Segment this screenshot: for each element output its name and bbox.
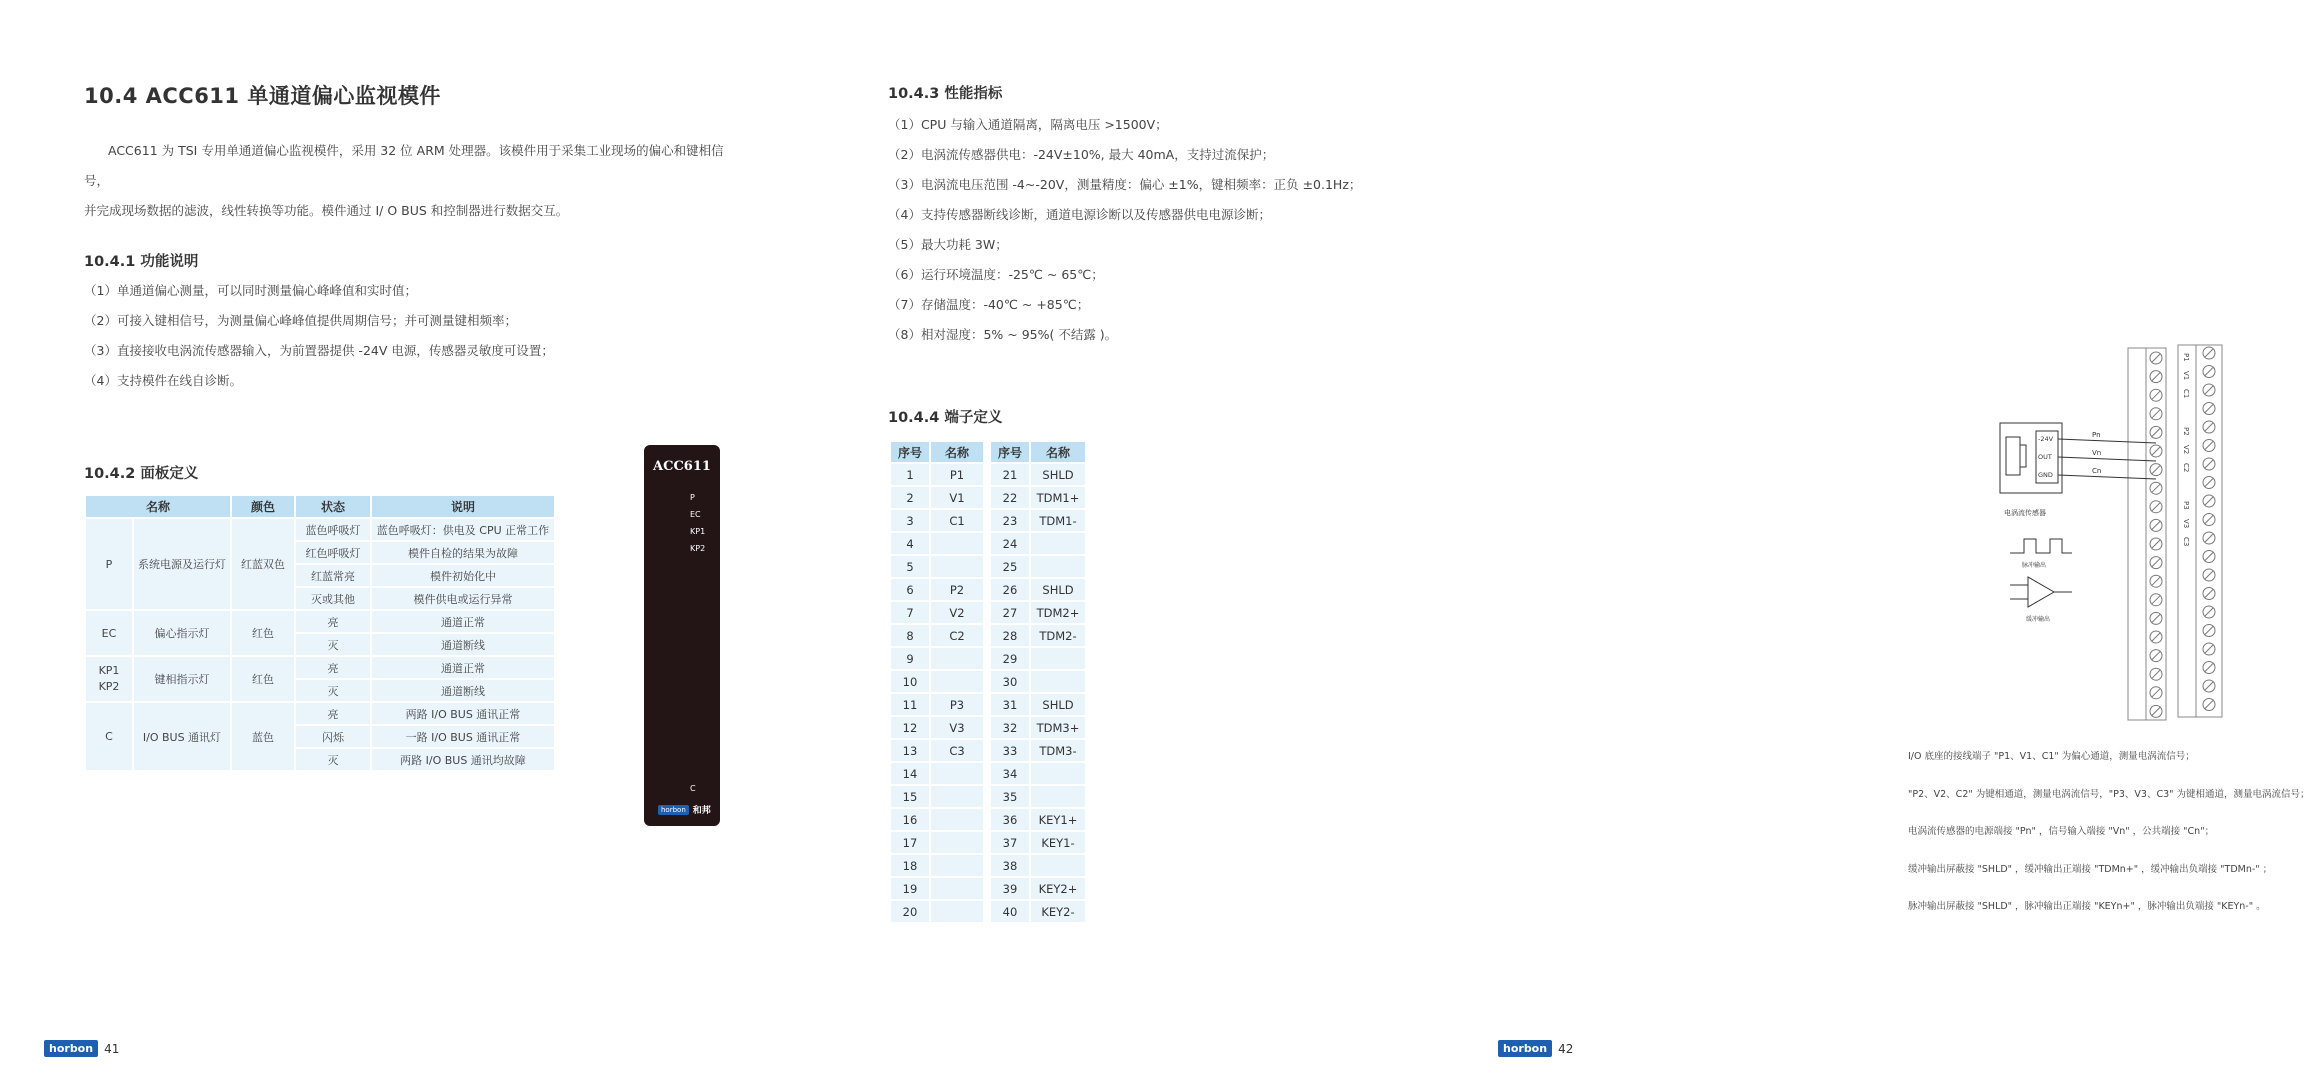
table-row — [990, 509, 1086, 532]
led-desc: 模件自检的结果为故障 — [371, 541, 555, 564]
led-desc: 模件初始化中 — [371, 564, 555, 587]
wiring-diagram-svg — [1980, 345, 2260, 735]
led-label-kp2: KP2 — [690, 544, 706, 553]
pulse-waveform — [2010, 539, 2072, 553]
led-state: 蓝色呼吸灯 — [295, 518, 371, 541]
panel-definition-table — [84, 494, 556, 772]
table-row — [890, 693, 984, 716]
led-color: 红色 — [231, 656, 295, 702]
terminal-name — [930, 532, 984, 555]
terminal-number: 38 — [990, 854, 1030, 877]
terminal-name — [1030, 670, 1086, 693]
table-row — [990, 532, 1086, 555]
strip-label: P2 — [2182, 427, 2190, 436]
col-header-name: 名称 — [85, 495, 231, 518]
table-row — [990, 854, 1086, 877]
terminal-name — [930, 555, 984, 578]
terminal-name — [930, 854, 984, 877]
terminal-name — [1030, 854, 1086, 877]
list-item: （1）CPU 与输入通道隔离，隔离电压 >1500V； — [888, 117, 1168, 132]
terminal-number: 29 — [990, 647, 1030, 670]
terminal-number: 16 — [890, 808, 930, 831]
strip-label: V2 — [2182, 445, 2190, 455]
led-state: 亮 — [295, 610, 371, 633]
led-state: 灭 — [295, 633, 371, 656]
terminal-number: 32 — [990, 716, 1030, 739]
table-row — [990, 739, 1086, 762]
terminal-number: 37 — [990, 831, 1030, 854]
terminal-number: 1 — [890, 463, 930, 486]
wire-label-vn: Vn — [2092, 449, 2102, 457]
performance-list — [888, 110, 1361, 350]
pin-label-24v: -24V — [2038, 435, 2054, 443]
table-row — [890, 785, 984, 808]
footer-left — [44, 1040, 119, 1057]
led-state: 闪烁 — [295, 725, 371, 748]
table-header-row — [85, 495, 555, 518]
left-page — [0, 0, 800, 1085]
led-desc: 模件供电或运行异常 — [371, 587, 555, 610]
table-row — [890, 509, 984, 532]
terminal-name — [930, 762, 984, 785]
terminal-name — [1030, 532, 1086, 555]
terminal-name: TDM1- — [1030, 509, 1086, 532]
led-label-p: P — [690, 493, 695, 502]
terminal-strip-right-labels — [2178, 345, 2196, 717]
col-header-state: 状态 — [295, 495, 371, 518]
led-desc: 通道正常 — [371, 610, 555, 633]
list-item: （8）相对湿度：5% ~ 95%( 不结露 )。 — [888, 327, 1118, 342]
module-front-panel — [644, 445, 720, 826]
terminal-number: 3 — [890, 509, 930, 532]
terminal-name: SHLD — [1030, 578, 1086, 601]
terminal-number: 13 — [890, 739, 930, 762]
col-header-no: 序号 — [990, 441, 1030, 463]
terminal-number: 4 — [890, 532, 930, 555]
terminal-number: 2 — [890, 486, 930, 509]
terminal-number: 15 — [890, 785, 930, 808]
pin-label-out: OUT — [2038, 453, 2052, 461]
led-state: 灭 — [295, 679, 371, 702]
terminal-name — [930, 785, 984, 808]
section-3-heading: 10.4.3 性能指标 — [888, 86, 1003, 102]
terminal-name — [930, 670, 984, 693]
terminal-name: P3 — [930, 693, 984, 716]
wiring-notes — [1908, 748, 2310, 936]
list-item: （1）单通道偏心测量，可以同时测量偏心峰峰值和实时值； — [84, 283, 417, 298]
section-title: 10.4 ACC611 单通道偏心监视模件 — [84, 84, 441, 108]
list-item: （3）直接接收电涡流传感器输入，为前置器提供 -24V 电源，传感器灵敏度可设置； — [84, 343, 554, 358]
led-color: 红色 — [231, 610, 295, 656]
terminal-name — [1030, 647, 1086, 670]
terminal-number: 36 — [990, 808, 1030, 831]
terminal-number: 30 — [990, 670, 1030, 693]
table-row — [890, 831, 984, 854]
buffer-caption: 缓冲输出 — [2026, 616, 2051, 623]
terminal-number: 23 — [990, 509, 1030, 532]
page-number: 41 — [104, 1041, 120, 1056]
led-color: 红蓝双色 — [231, 518, 295, 610]
terminal-name: C2 — [930, 624, 984, 647]
led-desc: 通道断线 — [371, 633, 555, 656]
terminal-number: 9 — [890, 647, 930, 670]
table-row — [890, 670, 984, 693]
terminal-table-21-40 — [989, 440, 1087, 924]
led-desc: 通道断线 — [371, 679, 555, 702]
led-name: 键相指示灯 — [133, 656, 231, 702]
table-row — [890, 739, 984, 762]
module-brand — [658, 803, 711, 816]
buffer-amp-symbol — [2028, 577, 2054, 607]
col-header-no: 序号 — [890, 441, 930, 463]
section-1-heading: 10.4.1 功能说明 — [84, 254, 199, 270]
terminal-number: 31 — [990, 693, 1030, 716]
led-code: P — [85, 518, 133, 610]
terminal-strip-left — [2146, 348, 2166, 720]
terminal-number: 33 — [990, 739, 1030, 762]
table-row — [85, 610, 555, 633]
led-desc: 两路 I/O BUS 通讯正常 — [371, 702, 555, 725]
col-header-name: 名称 — [1030, 441, 1086, 463]
strip-label: V1 — [2182, 371, 2190, 381]
function-list — [84, 276, 554, 396]
horbon-logo: horbon — [44, 1040, 98, 1057]
terminal-name: TDM1+ — [1030, 486, 1086, 509]
terminal-number: 24 — [990, 532, 1030, 555]
table-row — [990, 578, 1086, 601]
list-item: （7）存储温度：-40℃ ~ +85℃； — [888, 297, 1090, 312]
terminal-number: 7 — [890, 601, 930, 624]
strip-label: C1 — [2182, 389, 2190, 399]
table-row — [890, 808, 984, 831]
terminal-number: 14 — [890, 762, 930, 785]
terminal-number: 35 — [990, 785, 1030, 808]
note-line: 缓冲输出屏蔽接 "SHLD" ，缓冲输出正端接 "TDMn+" ，缓冲输出负端接 "TDMn-" ； — [1908, 863, 2273, 875]
terminal-name — [1030, 762, 1086, 785]
table-row — [990, 877, 1086, 900]
terminal-number: 17 — [890, 831, 930, 854]
terminal-name — [930, 647, 984, 670]
terminal-number: 28 — [990, 624, 1030, 647]
strip-label: P1 — [2182, 353, 2190, 362]
table-row — [890, 624, 984, 647]
terminal-number: 18 — [890, 854, 930, 877]
led-label-c: C — [690, 784, 696, 793]
terminal-number: 12 — [890, 716, 930, 739]
led-state: 灭或其他 — [295, 587, 371, 610]
terminal-name — [930, 877, 984, 900]
table-row — [990, 486, 1086, 509]
terminal-name: KEY2+ — [1030, 877, 1086, 900]
terminal-number: 22 — [990, 486, 1030, 509]
terminal-name — [1030, 555, 1086, 578]
table-row — [85, 518, 555, 541]
col-header-desc: 说明 — [371, 495, 555, 518]
led-state: 红色呼吸灯 — [295, 541, 371, 564]
terminal-name — [930, 831, 984, 854]
wiring-diagram — [1980, 345, 2260, 738]
terminal-number: 21 — [990, 463, 1030, 486]
section-2-heading: 10.4.2 面板定义 — [84, 466, 199, 482]
terminal-number: 26 — [990, 578, 1030, 601]
terminal-name: KEY1- — [1030, 831, 1086, 854]
terminal-number: 40 — [990, 900, 1030, 923]
led-state: 红蓝常亮 — [295, 564, 371, 587]
table-row — [890, 647, 984, 670]
table-row — [890, 854, 984, 877]
led-name: 系统电源及运行灯 — [133, 518, 231, 610]
led-color: 蓝色 — [231, 702, 295, 771]
list-item: （2）可接入键相信号，为测量偏心峰峰值提供周期信号；并可测量键相频率； — [84, 313, 517, 328]
note-line: I/O 底座的接线端子 "P1、V1、C1" 为偏心通道，测量电涡流信号； — [1908, 751, 2195, 762]
sensor-tip — [2020, 445, 2026, 467]
table-row — [990, 624, 1086, 647]
table-row — [890, 555, 984, 578]
terminal-name: KEY2- — [1030, 900, 1086, 923]
strip-label: V3 — [2182, 519, 2190, 529]
terminal-name: TDM3- — [1030, 739, 1086, 762]
table-row — [890, 900, 984, 923]
led-state: 灭 — [295, 748, 371, 771]
terminal-strip-left-labels — [2128, 348, 2146, 720]
table-header-row — [990, 441, 1086, 463]
module-brand-cn: 和邦 — [692, 806, 711, 816]
pulse-caption: 脉冲输出 — [2022, 562, 2047, 569]
terminal-name — [930, 808, 984, 831]
page-number: 42 — [1558, 1041, 1574, 1056]
list-item: （4）支持传感器断线诊断，通道电源诊断以及传感器供电电源诊断； — [888, 207, 1271, 222]
list-item: （6）运行环境温度：-25℃ ~ 65℃； — [888, 267, 1104, 282]
note-line: 电涡流传感器的电源端接 "Pn" ，信号输入端接 "Vn" ，公共端接 "Cn"； — [1908, 826, 2215, 837]
led-label-ec: EC — [690, 510, 701, 519]
intro-paragraph — [84, 136, 724, 226]
note-line: 脉冲输出屏蔽接 "SHLD" ，脉冲输出正端接 "KEYn+" ，脉冲输出负端接 "KEYn-" 。 — [1908, 901, 2266, 912]
terminal-number: 39 — [990, 877, 1030, 900]
terminal-number: 11 — [890, 693, 930, 716]
strip-label: C2 — [2182, 463, 2190, 473]
table-row — [890, 463, 984, 486]
terminal-name: V3 — [930, 716, 984, 739]
led-name: 偏心指示灯 — [133, 610, 231, 656]
led-name: I/O BUS 通讯灯 — [133, 702, 231, 771]
terminal-number: 6 — [890, 578, 930, 601]
sensor-caption: 电涡流传感器 — [2004, 509, 2046, 517]
list-item: （3）电涡流电压范围 -4~-20V，测量精度：偏心 ±1%，键相频率：正负 ±0.1Hz； — [888, 177, 1362, 192]
led-label-kp1: KP1 — [690, 527, 706, 536]
table-row — [990, 670, 1086, 693]
section-4-heading: 10.4.4 端子定义 — [888, 410, 1003, 426]
terminal-name: TDM3+ — [1030, 716, 1086, 739]
terminal-name: V2 — [930, 601, 984, 624]
table-row — [890, 601, 984, 624]
terminal-name: P2 — [930, 578, 984, 601]
table-row — [990, 647, 1086, 670]
table-row — [890, 716, 984, 739]
led-code: EC — [85, 610, 133, 656]
table-row — [990, 762, 1086, 785]
terminal-number: 5 — [890, 555, 930, 578]
table-row — [85, 656, 555, 679]
led-code: C — [85, 702, 133, 771]
terminal-name — [1030, 785, 1086, 808]
list-item: （2）电涡流传感器供电：-24V±10%, 最大 40mA，支持过流保护； — [888, 147, 1275, 162]
table-row — [990, 555, 1086, 578]
footer-right — [1498, 1040, 1573, 1057]
table-row — [990, 831, 1086, 854]
terminal-number: 8 — [890, 624, 930, 647]
table-row — [990, 463, 1086, 486]
col-header-color: 颜色 — [231, 495, 295, 518]
intro-line-2: 并完成现场数据的滤波，线性转换等功能。模件通过 I/ O BUS 和控制器进行数据交互。 — [84, 203, 569, 218]
terminal-name — [930, 900, 984, 923]
table-row — [990, 900, 1086, 923]
terminal-name: TDM2+ — [1030, 601, 1086, 624]
module-title: ACC611 — [653, 459, 711, 474]
wire-label-cn: Cn — [2092, 467, 2102, 475]
led-code: KP1 KP2 — [85, 656, 133, 702]
intro-line-1: ACC611 为 TSI 专用单通道偏心监视模件，采用 32 位 ARM 处理器。该模件用于采集工业现场的偏心和键相信号， — [84, 143, 724, 188]
right-page — [800, 0, 2310, 1085]
table-row — [990, 601, 1086, 624]
terminal-name: SHLD — [1030, 463, 1086, 486]
led-desc: 一路 I/O BUS 通讯正常 — [371, 725, 555, 748]
terminal-name: C1 — [930, 509, 984, 532]
horbon-logo: horbon — [1498, 1040, 1552, 1057]
table-row — [890, 578, 984, 601]
terminal-table-1-20 — [889, 440, 985, 924]
strip-label: P3 — [2182, 501, 2190, 510]
terminal-number: 34 — [990, 762, 1030, 785]
terminal-name: P1 — [930, 463, 984, 486]
led-desc: 两路 I/O BUS 通讯均故障 — [371, 748, 555, 771]
sensor-probe — [2006, 437, 2020, 475]
terminal-number: 19 — [890, 877, 930, 900]
terminal-number: 20 — [890, 900, 930, 923]
terminal-name: SHLD — [1030, 693, 1086, 716]
table-row — [990, 808, 1086, 831]
col-header-name: 名称 — [930, 441, 984, 463]
terminal-number: 10 — [890, 670, 930, 693]
table-row — [990, 785, 1086, 808]
pin-label-gnd: GND — [2038, 471, 2053, 479]
terminal-name: C3 — [930, 739, 984, 762]
note-line: "P2、V2、C2" 为键相通道，测量电涡流信号，"P3、V3、C3" 为键相通道，测量电涡流信号； — [1908, 788, 2310, 800]
led-state: 亮 — [295, 656, 371, 679]
strip-label: C3 — [2182, 537, 2190, 547]
led-desc: 通道正常 — [371, 656, 555, 679]
table-row — [990, 716, 1086, 739]
terminal-number: 25 — [990, 555, 1030, 578]
terminal-name: KEY1+ — [1030, 808, 1086, 831]
table-row — [85, 702, 555, 725]
table-row — [890, 877, 984, 900]
list-item: （5）最大功耗 3W； — [888, 237, 1008, 252]
terminal-number: 27 — [990, 601, 1030, 624]
led-state: 亮 — [295, 702, 371, 725]
table-row — [890, 762, 984, 785]
table-header-row — [890, 441, 984, 463]
terminal-name: TDM2- — [1030, 624, 1086, 647]
led-desc: 蓝色呼吸灯：供电及 CPU 正常工作 — [371, 518, 555, 541]
list-item: （4）支持模件在线自诊断。 — [84, 373, 242, 388]
table-row — [990, 693, 1086, 716]
table-row — [890, 486, 984, 509]
table-row — [890, 532, 984, 555]
terminal-name: V1 — [930, 486, 984, 509]
module-brand-logo: horbon — [658, 805, 689, 815]
wire-label-pn: Pn — [2092, 431, 2101, 439]
